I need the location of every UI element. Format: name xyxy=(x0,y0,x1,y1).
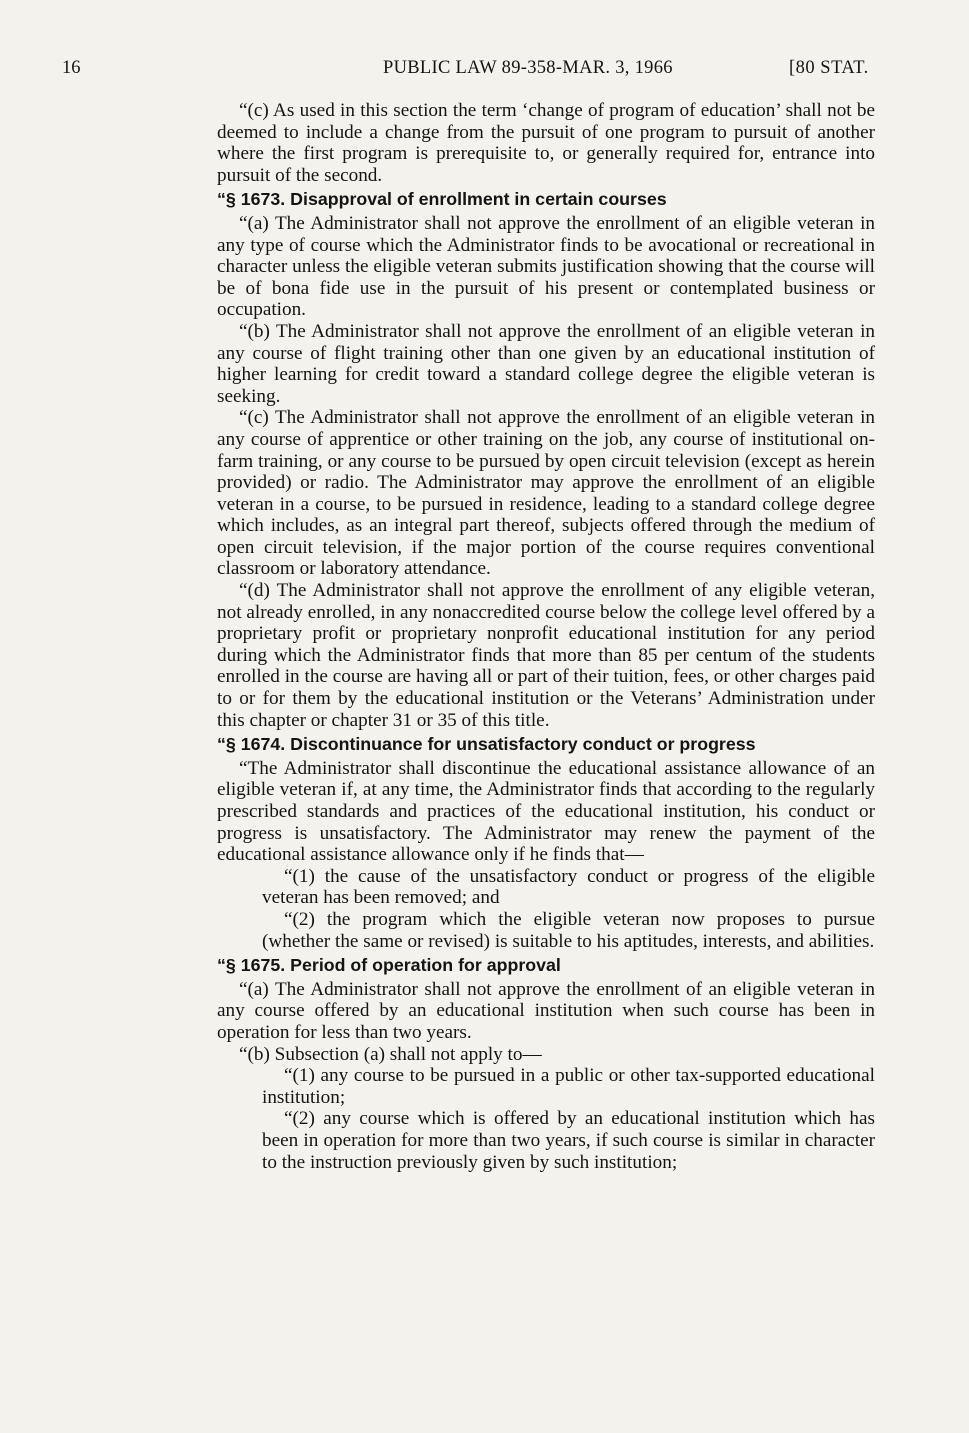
section-heading-1675: “§ 1675. Period of operation for approval xyxy=(217,955,561,976)
section-heading-1674: “§ 1674. Discontinuance for unsatisfactory conduct or progress xyxy=(217,734,756,755)
paragraph-1673-c: “(c) The Administrator shall not approve the enrollment of an eligible veteran in any course of apprentice or other training on the job, any course of institutional on-farm training, or any course to be pursued by open circuit television (except as herein provided) or radio. The Administrator may approve the enrollment of an eligible veteran in a course, to be pursued in residence, leading to a standard college degree which includes, as an integral part thereof, subjects offered through the medium of open circuit television, if the major portion of the course requires conventional classroom or laboratory attendance. xyxy=(217,407,875,580)
statute-reference: [80 STAT. xyxy=(789,58,869,78)
paragraph-1675-a: “(a) The Administrator shall not approve the enrollment of an eligible veteran in any course offered by an educational institution when such course has been in operation for less than two years. xyxy=(217,978,875,1043)
list-item-1674-1: “(1) the cause of the unsatisfactory conduct or progress of the eligible veteran has been removed; and xyxy=(262,865,875,909)
paragraph-1673-a: “(a) The Administrator shall not approve the enrollment of an eligible veteran in any type of course which the Administrator finds to be avocational or recreational in character unless the eligible veteran submits justification showing that the course will be of bona fide use in the pursuit of his present or contemplated business or occupation. xyxy=(217,212,875,321)
page-number: 16 xyxy=(62,58,81,78)
paragraph-1673-d: “(d) The Administrator shall not approve the enrollment of any eligible veteran, not already enrolled, in any nonaccredited course below the college level offered by a proprietary profit or proprietary nonprofit educational institution for any period during which the Administrator finds that more than 85 per centum of the students enrolled in the course are having all or part of their tuition, fees, or other charges paid to or for them by the educational institution or the Veterans’ Administration under this chapter or chapter 31 or 35 of this title. xyxy=(217,580,875,731)
list-item-1675-2: “(2) any course which is offered by an educational institution which has been in operation for more than two years, if such course is similar in character to the instruction previously given by such institution; xyxy=(262,1108,875,1173)
list-item-1675-1: “(1) any course to be pursued in a public or other tax-supported educational institution; xyxy=(262,1065,875,1108)
paragraph-1673-b: “(b) The Administrator shall not approve the enrollment of an eligible veteran in any course of flight training other than one given by an educational institution of higher learning for credit toward a standard college degree the eligible veteran is seeking. xyxy=(217,320,875,407)
section-heading-1673: “§ 1673. Disapproval of enrollment in certain courses xyxy=(217,189,667,210)
paragraph-1672-c: “(c) As used in this section the term ‘change of program of education’ shall not be deemed to include a change from the pursuit of one program to pursuit of another where the first program is prerequisite to, or generally required for, entrance into pursuit of the second. xyxy=(217,100,875,186)
list-item-1674-2: “(2) the program which the eligible veteran now proposes to pursue (whether the same or revised) is suitable to his aptitudes, interests, and abilities. xyxy=(262,908,875,952)
paragraph-1674: “The Administrator shall discontinue the educational assistance allowance of an eligible veteran if, at any time, the Administrator finds that according to the regularly prescribed standards and practices of the educational institution, his conduct or progress is unsatisfactory. The Administrator may renew the payment of the educational assistance allowance only if he finds that— xyxy=(217,757,875,866)
paragraph-1675-b: “(b) Subsection (a) shall not apply to— xyxy=(239,1043,542,1065)
running-head: PUBLIC LAW 89-358-MAR. 3, 1966 xyxy=(383,58,673,78)
document-body xyxy=(217,100,875,1173)
page-header xyxy=(0,58,969,82)
